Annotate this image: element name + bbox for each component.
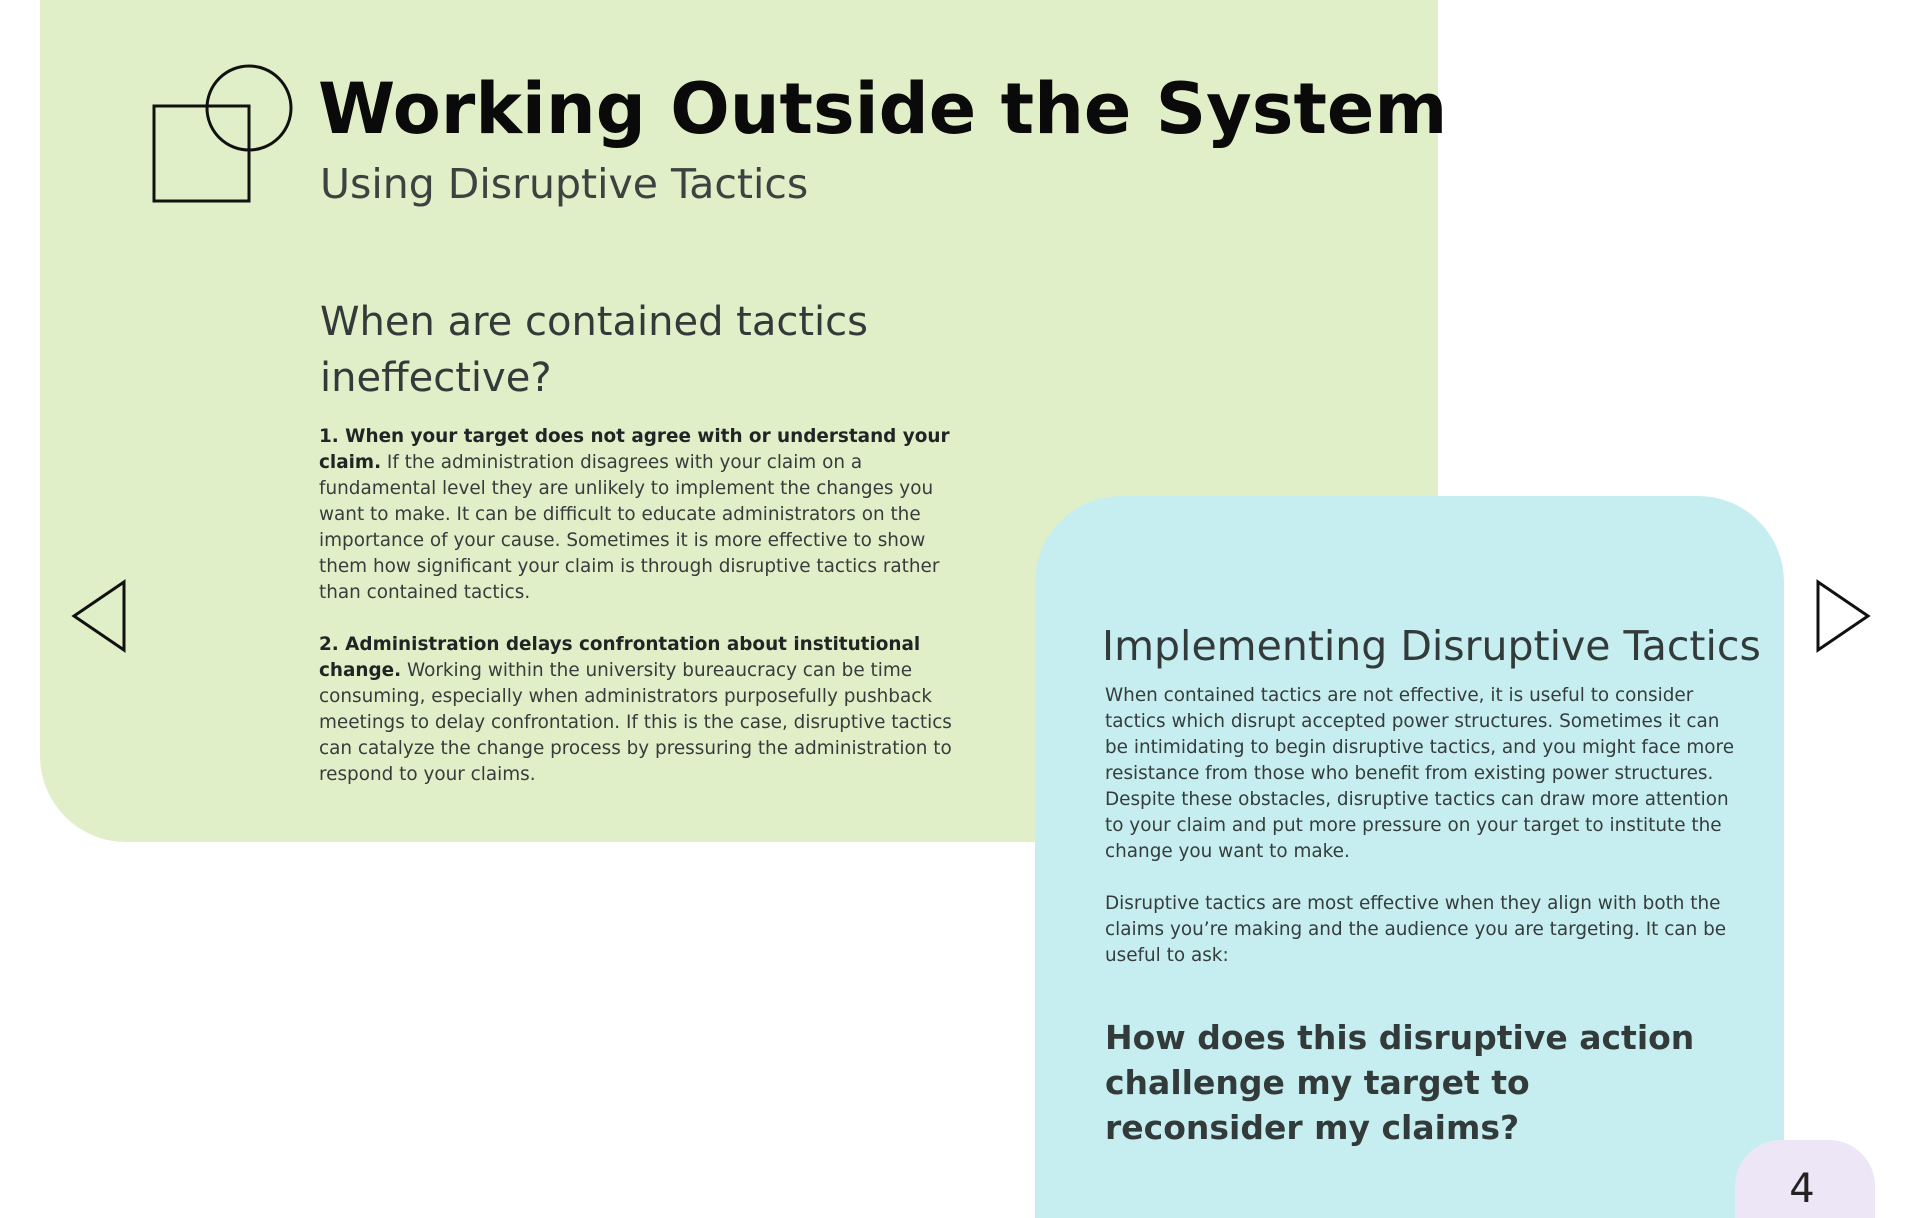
page-number: 4 <box>1789 1166 1815 1212</box>
paragraph: Disruptive tactics are most effective when they align with both the claims you’re making and the audience you are targeting. It can be useful to ask: <box>1105 893 1727 966</box>
point-text: If the administration disagrees with your claim on a fundamental level they are unlikely to implement the changes you want to make. It can be difficult to educate administrators on the importance of your cause. Sometimes it is more effective to show them how significant your claim is through disruptive tactics rather than contained tactics. <box>319 452 940 603</box>
implementing-tactics-body <box>1105 683 1745 995</box>
triangle-right-icon <box>1814 578 1872 654</box>
triangle-left-icon <box>70 578 128 654</box>
square-circle-logo-icon <box>152 64 294 204</box>
paragraph: When contained tactics are not effective, it is useful to consider tactics which disrupt accepted power structures. Sometimes it can be intimidating to begin disruptive tactics, and you might face more resistance from those who benefit from existing power structures. Despite these obstacles, disruptive tactics can draw more attention to your claim and put more pressure on your target to institute the change you want to make. <box>1105 685 1735 862</box>
point-target-disagrees <box>319 424 979 606</box>
point-lead: 1. When your target does not agree with or understand your claim. <box>319 426 950 473</box>
point-text: Working within the university bureaucracy can be time consuming, especially when administrators purposefully pushback meetings to delay confrontation. If this is the case, disruptive tactics can catalyze the change process by pressuring the administration to respond to your claims. <box>319 660 952 785</box>
contained-tactics-heading: When are contained tactics ineffective? <box>320 299 868 401</box>
point-administration-delays <box>319 632 979 788</box>
previous-slide-button[interactable] <box>70 578 128 654</box>
next-slide-button[interactable] <box>1814 578 1872 654</box>
implementing-tactics-heading: Implementing Disruptive Tactics <box>1102 622 1761 670</box>
contained-tactics-body <box>319 424 979 814</box>
page-title: Working Outside the System <box>318 68 1448 150</box>
guiding-question: How does this disruptive action challenge my target to reconsider my claims? <box>1105 1018 1695 1147</box>
point-lead: 2. Administration delays confrontation about institutional change. <box>319 634 921 681</box>
page-subtitle: Using Disruptive Tactics <box>320 160 809 208</box>
